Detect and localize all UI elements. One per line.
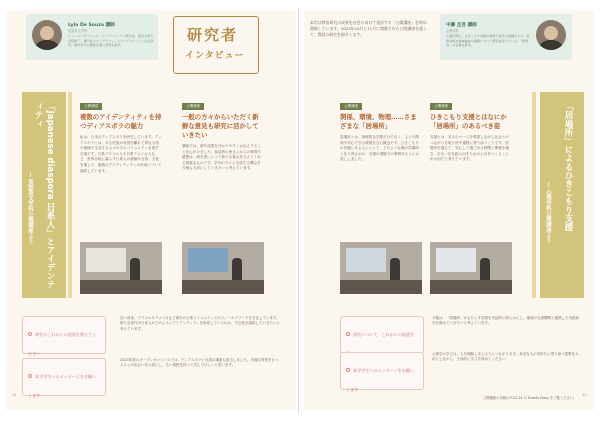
page-number-left: 10: [12, 393, 17, 397]
banner-left-band: [68, 92, 72, 298]
column-1-body: 私は、日本のディアスポラを研究しています。ディアスポラとは、ある民族が母国を離れて異なる国や地域で生活する人々やそのコミュニティを指す言葉です。日系ブラジル人や日系アメリカ人など、世界各地に暮らす日系人の経験や言語、文化を通して、複数のアイデンティティの形成について調査しています。: [80, 135, 162, 173]
page-number-right: 11: [582, 393, 587, 397]
banner-left-subtitle: ― 英語英文学科公開講座より: [27, 172, 33, 245]
question-box-left-1: [22, 316, 106, 354]
column-2-body: 講座では、研究成果を分かりやすくお伝えすることを心がけました。参加者の皆さんからの質問や感想は、研究者にとって新たな視点を与えてくれる貴重なものです。学外の方々と対話する機会を今後も大切にしていきたいと考えています。: [182, 144, 262, 171]
title-main: 研究者: [187, 26, 239, 44]
footer-note: 公開講座の詳細は P.23-24 の Events Diary をご覧ください。: [483, 396, 577, 400]
column-3-tag: 公開講座: [340, 103, 362, 110]
profile-affiliation-left: 英語英文学科: [68, 29, 88, 33]
column-2-heading: 一般の方々からいただく新鮮な意見も研究に活かしていきたい: [182, 113, 259, 139]
column-3: [340, 92, 422, 298]
answer-left-2: 2023年度のオープンキャンパスでは、ディアスポラと言語の講座も担当しました。多様な背景をもつ人々との出会いを大切にし、広い視野を持って学んでほしいと思います。: [120, 358, 279, 368]
bullet-icon: [346, 368, 350, 372]
column-2-photo: [182, 242, 264, 294]
banner-left-title: 「Japanese diaspora 日系人」とアイデンティティ: [33, 102, 55, 289]
page-gutter: [298, 8, 299, 414]
profile-name-right: 中藤 圭吾 講師: [446, 23, 477, 28]
column-3-heading: 関係、環境、物理……さまざまな「居場所」: [340, 113, 417, 130]
banner-right-band: [532, 92, 536, 298]
intro-text: 本学は教育研究の成果を社会に向けて発信する「公開講座」を毎年開催しています。2023年10月と11月に開催された公開講座を通して、教員の研究を紹介します。: [310, 20, 427, 38]
column-1-photo: [80, 242, 162, 294]
column-2-tag: 公開講座: [182, 103, 204, 110]
column-4-photo: [430, 242, 512, 294]
banner-right-subtitle: ― 心理学科公開講座より: [545, 182, 551, 244]
banner-right: [540, 92, 584, 298]
column-1-heading: 複数のアイデンティティを持つディアスポラの魅力: [80, 113, 162, 130]
answer-right-1: 今後は、「居場所」がもたらす効果を実証的に明らかにし、地域の支援機関と連携した実践研究を進めていきたいと考えています。: [432, 316, 579, 326]
profile-affiliation-right: 心理学科: [446, 29, 459, 33]
question-box-left-2: [22, 358, 106, 396]
question-right-1: 研究について、これからの展望を: [353, 332, 415, 337]
bullet-icon: [28, 332, 32, 336]
bullet-icon: [346, 332, 350, 336]
column-3-body: 居場所とは、物理的な空間だけでなく、人との関係や安心できる環境を含む概念です。ひきこもりの状態にある人にとって、どのような場が居場所となり得るのか、支援の現場での事例をもとにお話ししました。: [340, 135, 420, 162]
profile-card-right: [440, 14, 572, 60]
column-1-tag: 公開講座: [80, 103, 102, 110]
question-left-2: 本学学生へのメッセージをお願いします: [28, 374, 97, 398]
answer-right-2: 心理学の学びは、人を理解し支える力につながります。身近な人の気持ちに寄り添う姿勢を大切にしながら、主体的に学びを深めてください。: [432, 352, 579, 362]
column-2: [182, 92, 264, 298]
profile-bio-left: ヒューマンサイエンス・アイデンティティ研究家。東京大学大学院修了。専門はエスノグラフィーとアイデンティティの社会学。国内外での調査を基に授業を担当。: [68, 34, 154, 48]
profile-name-left: Lylo De Souza 講師: [68, 23, 115, 28]
column-1: [80, 92, 162, 298]
profile-card-left: [26, 14, 158, 60]
bullet-icon: [28, 374, 32, 378]
column-4: [430, 92, 512, 298]
column-3-photo: [340, 242, 422, 294]
column-4-tag: 公開講座: [430, 103, 452, 110]
profile-bio-right: 心理学博士。ひきこもり支援の現場で長年の経験をもつ。家族支援や地域福祉の連携について研究を続けている。「居場所」の意義を探求。: [446, 34, 530, 48]
column-4-heading: ひきこもり支援とはなにか「居場所」のあるべき姿: [430, 113, 507, 130]
title-stamp: [167, 16, 267, 76]
question-right-2: 本学学生へのメッセージをお願いします: [346, 368, 415, 392]
question-box-right-2: [340, 352, 424, 390]
banner-right-title: 「居場所」によるひきこもり支援: [563, 102, 573, 231]
avatar-right: [536, 20, 566, 50]
question-left-1: 研究のこれからの展望を教えてください: [28, 332, 97, 356]
question-box-right-1: [340, 316, 424, 354]
banner-left: [22, 92, 66, 298]
answer-left-1: 近い将来、ブラジルやアメリカなど海外の日系コミュニティでのフィールドワークを予定しています。新たな世代の日系人がどのようにアイデンティティを形成しているのか、引き続き調査していきたいと考えています。: [120, 316, 281, 331]
column-4-body: 支援とは、本人のペースを尊重しながら社会とのつながりを取り戻す過程に寄り添うことです。居場所を通じて、安心して過ごせる時間と関係を築き、次の一歩を踏み出すための土台をつくることが大切だと考えています。: [430, 135, 509, 162]
avatar-left: [32, 20, 62, 50]
title-sub: インタビュー: [185, 51, 245, 61]
